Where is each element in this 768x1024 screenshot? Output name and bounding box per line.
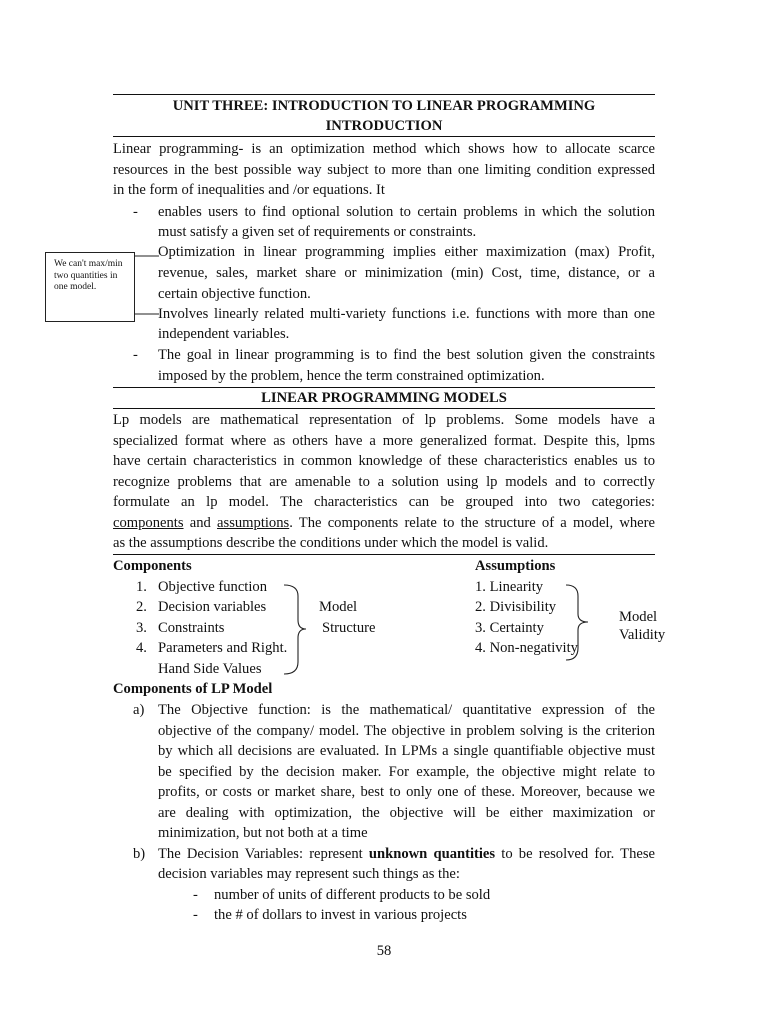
models-line: have certain characteristics in common knowledge of these characteristics enables us to <box>113 453 655 469</box>
item-a-line: by which all decisions are evaluated. In LPMs a single quantifiable objective must <box>158 743 655 759</box>
model-validity-label: Validity <box>619 627 666 643</box>
models-line: formulate an lp model. The characteristics can be grouped into two categories: <box>113 494 655 510</box>
assumptions-brace <box>566 584 592 662</box>
components-link: components <box>113 515 184 531</box>
item-b-label: b) <box>133 846 146 862</box>
component-item: 2. Decision variables <box>136 599 267 615</box>
bullet-text: independent variables. <box>158 326 290 342</box>
intro-line-2: resources in the best possible way subject to more than one limiting condition expressed <box>113 162 655 178</box>
assumption-item: 4. Non-negativity <box>475 640 578 656</box>
unit-title: UNIT THREE: INTRODUCTION TO LINEAR PROGRAMMING <box>172 98 596 114</box>
models-heading: LINEAR PROGRAMMING MODELS <box>261 390 507 406</box>
item-a-line: objective of the company/ model. The objective in problem solving is the criterion <box>158 723 655 739</box>
models-line: specialized format where as others have a more generalized format. Despite this, lpms <box>113 433 655 449</box>
component-item: 4. Parameters and Right. <box>136 640 288 656</box>
assumption-item: 2. Divisibility <box>475 599 557 615</box>
component-item-cont: Hand Side Values <box>158 661 262 677</box>
bullet-text: certain objective function. <box>158 286 311 302</box>
item-a-line: profits, or costs or market share, best to only one of these. Moreover, because we <box>158 784 655 800</box>
item-b-line-2: decision variables may represent such things as the: <box>158 866 460 882</box>
item-b-line-1: The Decision Variables: represent unknown quantities to be resolved for. These <box>158 846 655 862</box>
bullet-dash: - <box>133 347 138 363</box>
bullet-text: enables users to find optional solution to certain problems in which the solution <box>158 204 655 220</box>
bullet-text: The goal in linear programming is to find the best solution given the constraints <box>158 347 655 363</box>
bullet-text: imposed by the problem, hence the term constrained optimization. <box>158 368 545 384</box>
item-a-line: minimization, but not both at a time <box>158 825 368 841</box>
models-line: as the assumptions describe the conditions under which the model is valid. <box>113 535 549 551</box>
components-brace <box>284 584 308 676</box>
sub-bullet-text: the # of dollars to invest in various projects <box>214 907 467 923</box>
side-note: We can't max/min two quantities in one model. <box>45 252 135 322</box>
component-item: 3. Constraints <box>136 620 225 636</box>
item-a-label: a) <box>133 702 145 718</box>
models-rule-end <box>113 554 655 555</box>
bullet-text: Optimization in linear programming implies either maximization (max) Profit, <box>158 244 655 260</box>
assumptions-link: assumptions <box>217 515 290 531</box>
model-validity-label: Model <box>619 609 658 625</box>
component-item: 1. Objective function <box>136 579 268 595</box>
item-a-line: are dealing with optimization, the objective will be either maximization or <box>158 805 655 821</box>
sub-bullet-dash: - <box>193 887 198 903</box>
models-line: recognize problems that are amenable to a solution using lp models and to correctly <box>113 474 655 490</box>
bullet-text: must satisfy a given set of requirements or constraints. <box>158 224 477 240</box>
assumption-item: 1. Linearity <box>475 579 544 595</box>
components-lp-heading: Components of LP Model <box>113 681 273 697</box>
model-structure-label: Model <box>319 599 358 615</box>
page-number: 58 <box>376 943 392 959</box>
assumptions-heading: Assumptions <box>475 558 556 574</box>
assumption-item: 3. Certainty <box>475 620 544 636</box>
models-line: Lp models are mathematical representation of lp problems. Some models have a <box>113 412 655 428</box>
model-structure-label: Structure <box>322 620 376 636</box>
bullet-dash: - <box>133 204 138 220</box>
sub-bullet-dash: - <box>193 907 198 923</box>
top-rule <box>113 94 655 95</box>
item-a-line: be specified by the decision maker. For example, the objective might relate to <box>158 764 655 780</box>
sub-bullet-text: number of units of different products to be sold <box>214 887 491 903</box>
item-a-line: The Objective function: is the mathematical/ quantitative expression of the <box>158 702 655 718</box>
bullet-text: Involves linearly related multi-variety functions i.e. functions with more than one <box>158 306 655 322</box>
intro-line-3: in the form of inequalities and /or equations. It <box>113 182 385 198</box>
components-heading: Components <box>113 558 192 574</box>
intro-line-1: Linear programming- is an optimization method which shows how to allocate scarce <box>113 141 655 157</box>
intro-heading: INTRODUCTION <box>325 118 443 134</box>
models-line-6: components and assumptions. The components relate to the structure of a model, where <box>113 515 655 531</box>
intro-rule <box>113 136 655 137</box>
models-rule-bottom <box>113 408 655 409</box>
bullet-text: revenue, sales, market share or minimization (min) Cost, time, distance, or a <box>158 265 655 281</box>
